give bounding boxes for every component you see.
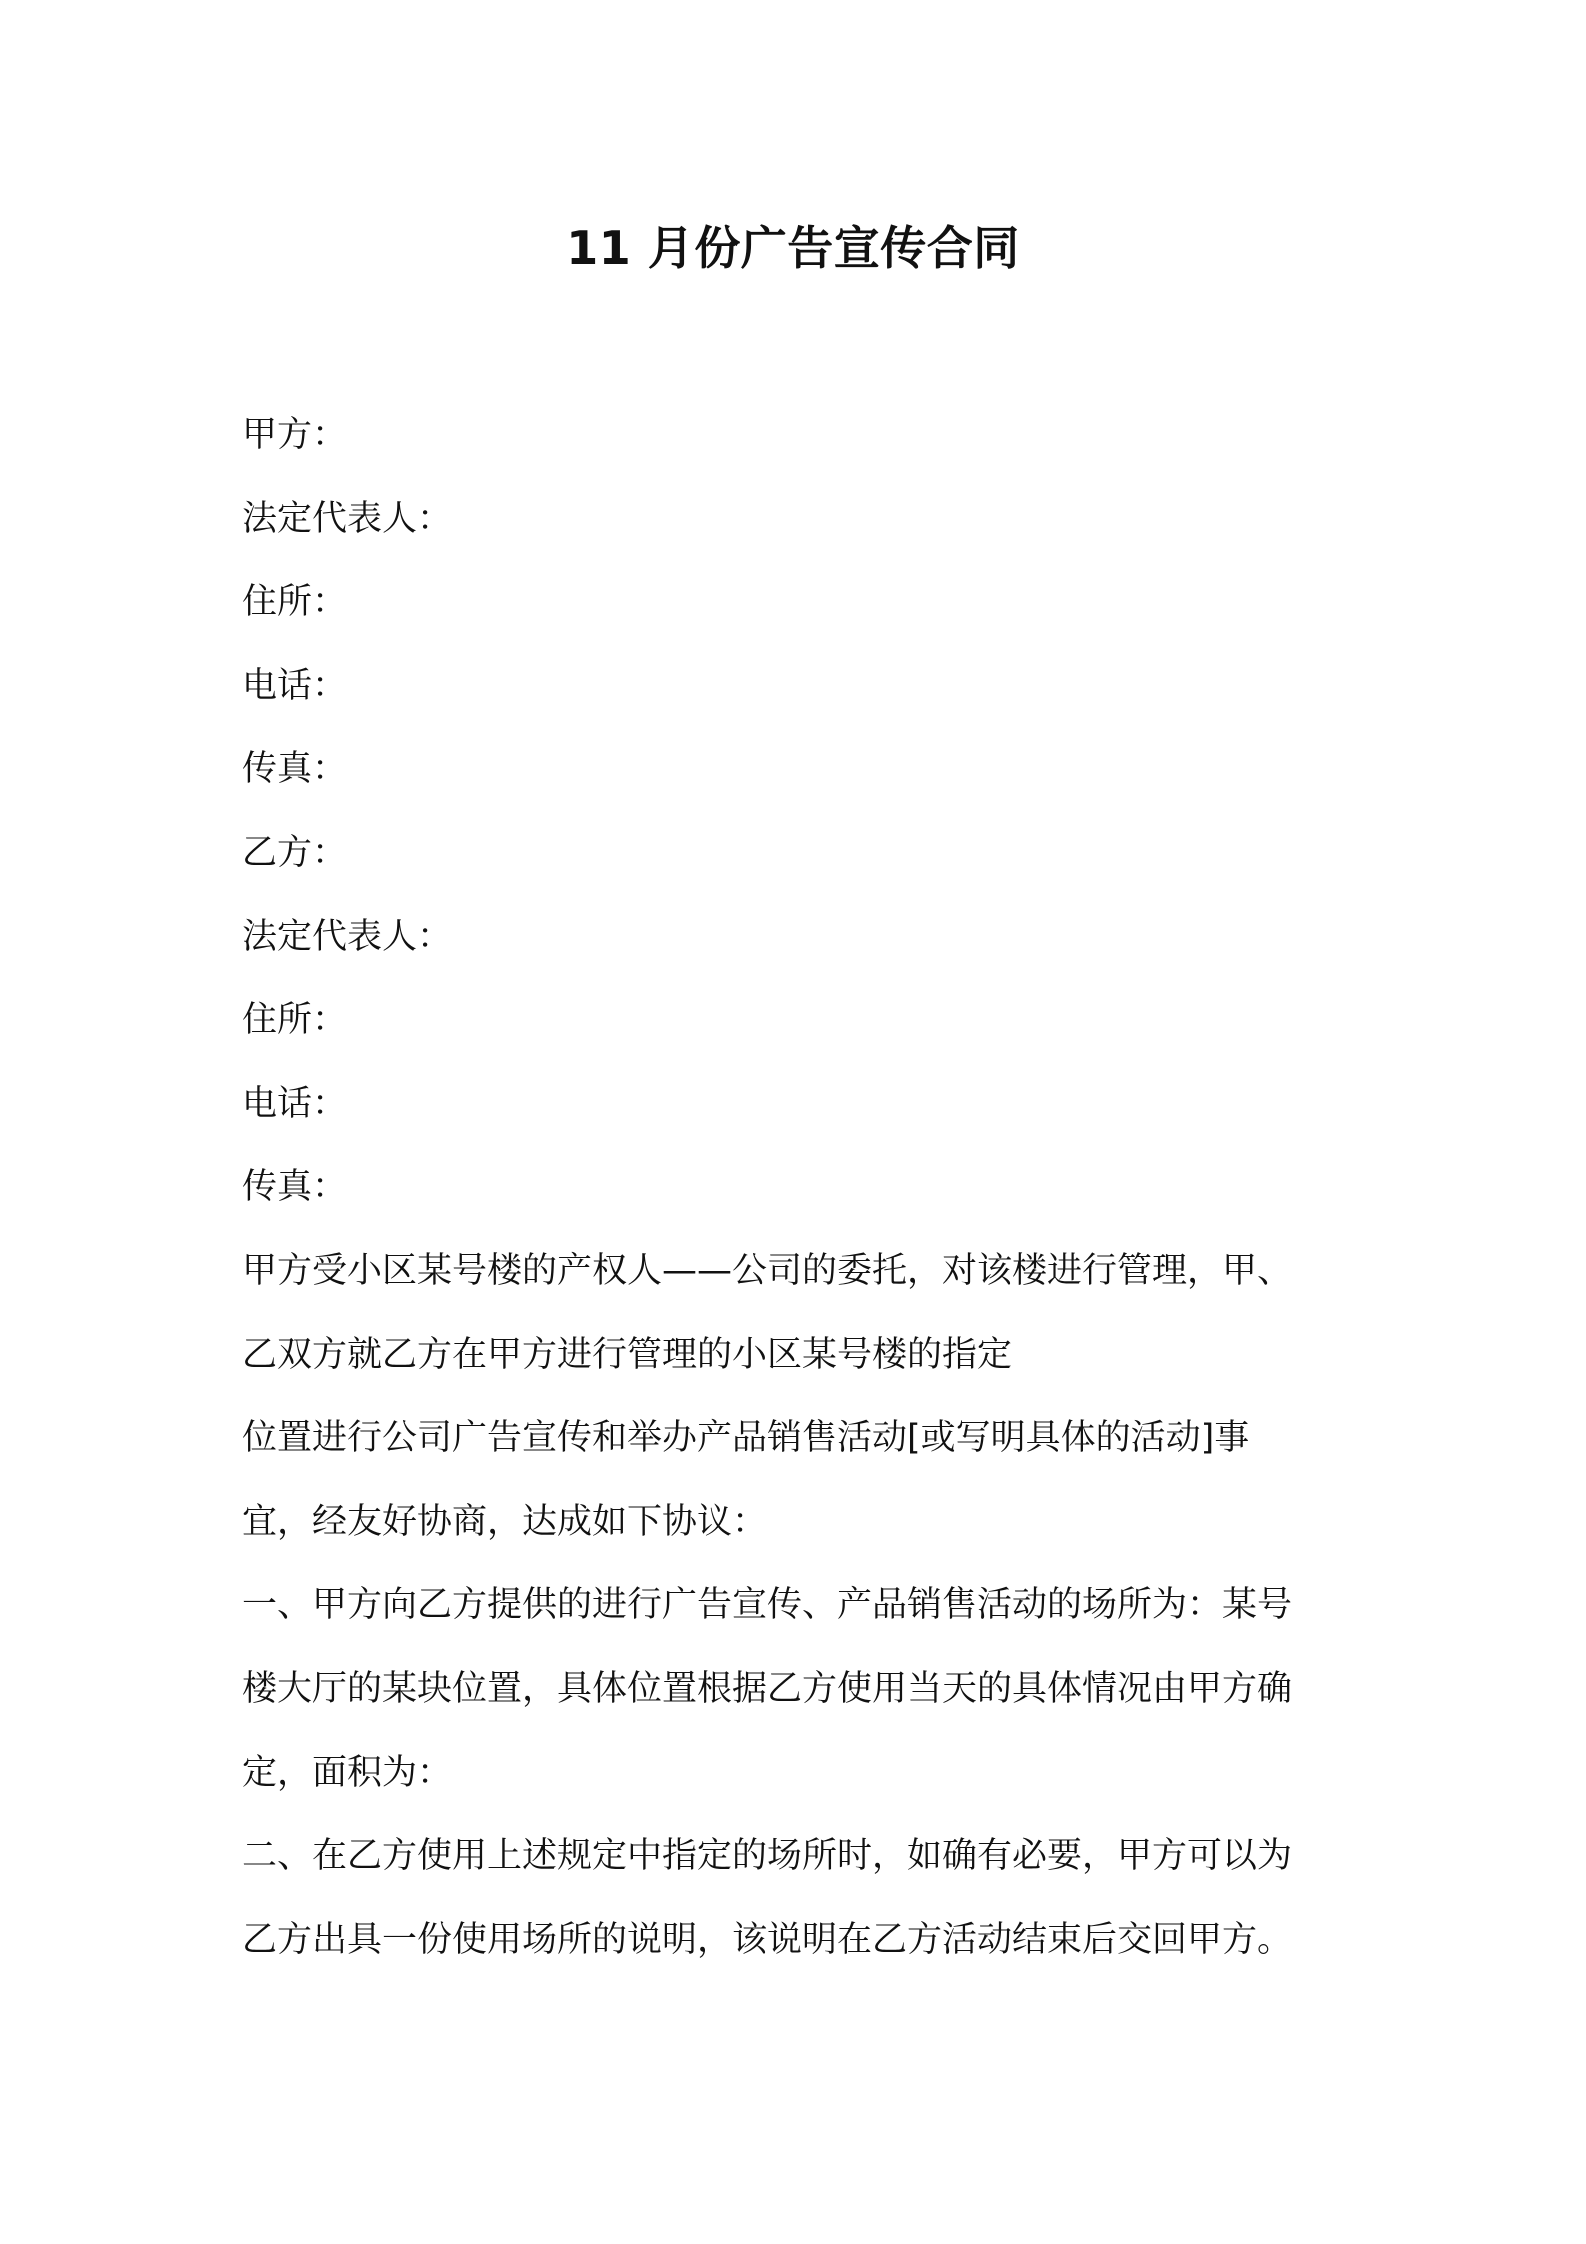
clause-line: 定，面积为：	[242, 1752, 453, 1793]
party-a-section	[242, 394, 1392, 812]
document-title: 11 月份广告宣传合同	[566, 221, 1020, 275]
party-b-section	[242, 812, 1392, 1230]
party-b-fax: 传真：	[242, 1167, 348, 1208]
party-b-label: 乙方：	[242, 832, 348, 873]
clause-line: 楼大厅的某块位置，具体位置根据乙方使用当天的具体情况由甲方确	[242, 1668, 1293, 1709]
preamble-line: 宜，经友好协商，达成如下协议：	[242, 1501, 768, 1542]
preamble-line: 位置进行公司广告宣传和举办产品销售活动[或写明具体的活动]事	[242, 1418, 1250, 1459]
clause-2	[242, 1815, 1392, 1982]
party-a-address: 住所：	[242, 582, 348, 623]
party-b-legal-rep: 法定代表人：	[242, 916, 453, 957]
preamble-paragraph	[242, 1230, 1392, 1564]
party-a-label: 甲方：	[242, 415, 348, 455]
preamble-line: 乙双方就乙方在甲方进行管理的小区某号楼的指定	[242, 1334, 1013, 1375]
clause-line: 乙方出具一份使用场所的说明，该说明在乙方活动结束后交回甲方。	[242, 1919, 1293, 1960]
clause-line: 一、甲方向乙方提供的进行广告宣传、产品销售活动的场所为：某号	[242, 1585, 1293, 1626]
clause-line: 二、在乙方使用上述规定中指定的场所时，如确有必要，甲方可以为	[242, 1836, 1293, 1877]
document-body	[242, 394, 1392, 1982]
party-b-address: 住所：	[242, 1000, 348, 1041]
party-a-legal-rep: 法定代表人：	[242, 498, 453, 539]
preamble-line: 甲方受小区某号楼的产权人——公司的委托，对该楼进行管理，甲、	[242, 1250, 1293, 1291]
clause-1	[242, 1564, 1392, 1815]
party-a-fax: 传真：	[242, 749, 348, 790]
party-a-phone: 电话：	[242, 665, 348, 706]
party-b-phone: 电话：	[242, 1083, 348, 1124]
